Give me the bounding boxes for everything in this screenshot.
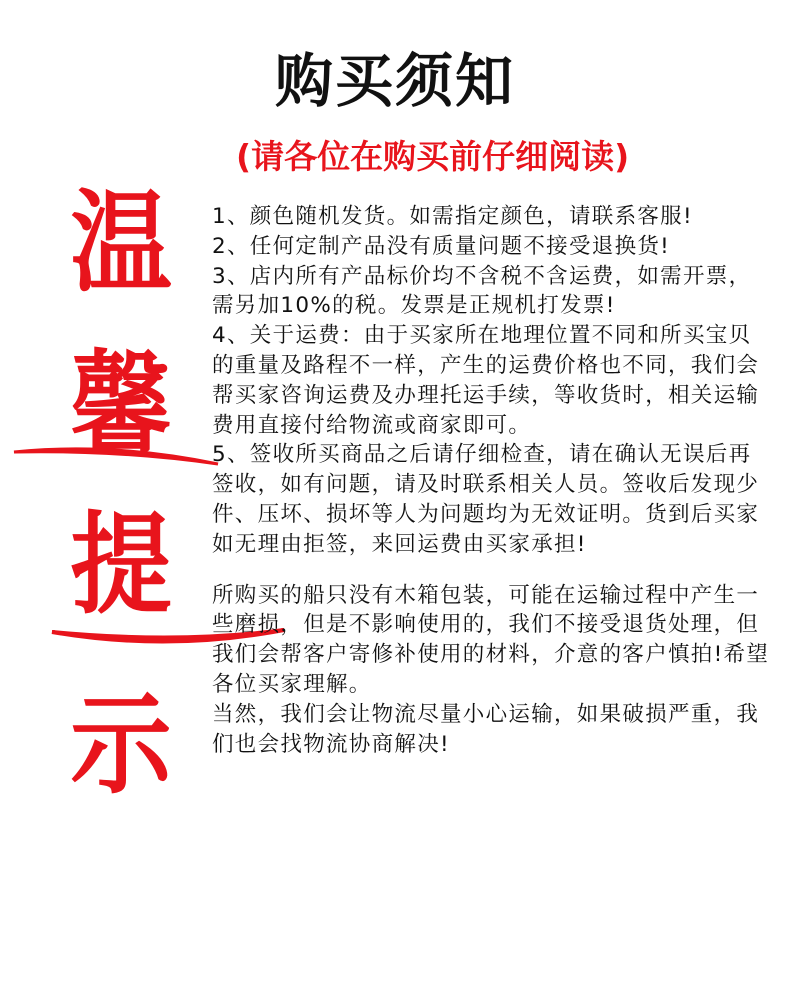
- notice-extra: 当然，我们会让物流尽量小心运输，如果破损严重，我们也会找物流协商解决!: [212, 701, 760, 757]
- banner-char-xin: 馨: [70, 341, 172, 469]
- notice-item: 1、颜色随机发货。如需指定颜色，请联系客服!: [212, 204, 693, 229]
- banner-char-shi: 示: [70, 681, 172, 809]
- page-subtitle: (请各位在购买前仔细阅读): [236, 137, 630, 176]
- notice-text-block: [212, 202, 772, 759]
- notice-item: 4、关于运费：由于买家所在地理位置不同和所买宝贝的重量及路程不一样，产生的运费价格也不同，我们会帮买家咨询运费及办理托运手续，等收货时，相关运输费用直接付给物流或商家即可。: [212, 323, 760, 438]
- section-spacer: [212, 560, 772, 581]
- notice-item: 5、签收所买商品之后请仔细检查，请在确认无误后再签收，如有问题，请及时联系相关人员。签收后发现少件、压坏、损坏等人为问题均为无效证明。货到后买家如无理由拒签，来回运费由买家承担!: [212, 442, 760, 557]
- banner-char-wen: 温: [70, 179, 172, 307]
- banner-char-ti: 提: [70, 501, 172, 629]
- notice-item: 3、店内所有产品标价均不含税不含运费，如需开票，需另加10%的税。发票是正规机打发票!: [212, 263, 752, 319]
- notice-extra: 所购买的船只没有木箱包装，可能在运输过程中产生一些磨损，但是不影响使用的，我们不接受退货处理，但我们会帮客户寄修补使用的材料，介意的客户慎拍!希望各位买家理解。: [212, 582, 770, 697]
- notice-item: 2、任何定制产品没有质量问题不接受退换货!: [212, 233, 671, 259]
- page-title: 购买须知: [274, 47, 515, 115]
